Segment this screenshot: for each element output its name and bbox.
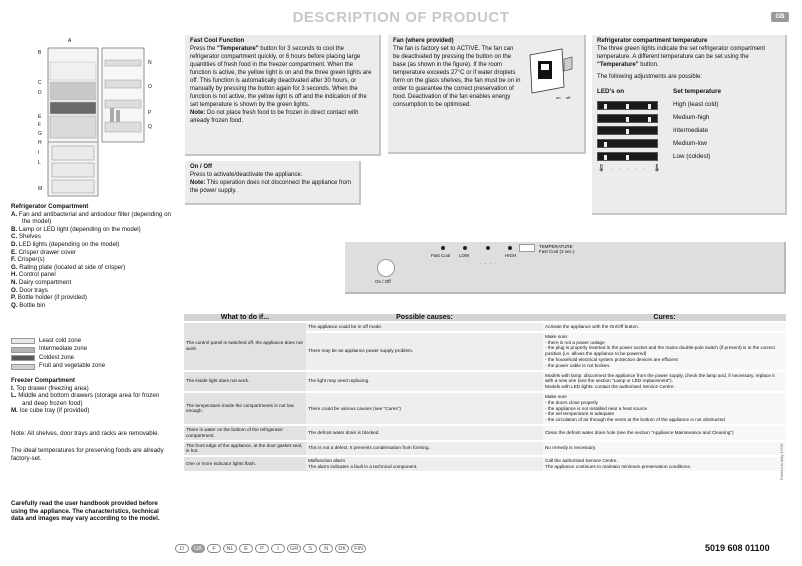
thermometer-icon: 🌡 <box>597 164 606 172</box>
thermometer-scale <box>597 165 780 173</box>
diagram-label-b: B <box>38 50 42 56</box>
cause-cell: The defrost water drain is blocked. <box>306 425 543 441</box>
zone-row <box>11 354 171 363</box>
zone-row <box>11 346 171 355</box>
freezer-letter: L. <box>11 392 17 400</box>
refrigerator-section <box>11 203 171 309</box>
temperature-title: Refrigerator compartment temperature <box>597 38 708 44</box>
cause-cell: There may be an appliance power supply problem. <box>306 332 543 371</box>
refrigerator-item <box>11 271 171 279</box>
refrigerator-text: Crisper(s) <box>17 256 45 264</box>
freezer-text: Top drawer (freezing area) <box>16 384 89 392</box>
refrigerator-text: Fan and antibacterial and antiodour filter (depending on the model) <box>18 210 171 226</box>
troubleshooting-table <box>184 314 786 471</box>
cure-cell: Make sure - the doors close properly - the appliance is not installed near a heat source - the set temperature is adequate - the circulation of air through the vents at the bottom of the appliance is not obstructed <box>543 392 786 425</box>
freezer-list <box>11 385 171 415</box>
temperature-level-label: Intermediate <box>673 126 709 134</box>
refrigerator-text: Bottle bin <box>19 301 46 309</box>
freezer-letter: I. <box>11 384 15 392</box>
led-lit <box>626 129 629 134</box>
refrigerator-item <box>11 264 171 272</box>
fast-cool-led <box>441 246 445 250</box>
refrigerator-letter: A. <box>11 210 18 218</box>
refrigerator-letter: P. <box>11 294 17 302</box>
temperature-text-a: The three green lights indicate the set refrigerator compartment temperature. A different temperature can be set using the <box>597 46 766 60</box>
freezer-text: Ice cube tray (if provided) <box>19 407 90 415</box>
language-option-gr[interactable]: GR <box>287 544 301 553</box>
led-bar <box>597 114 658 123</box>
header-cures: Cures: <box>543 314 786 322</box>
zone-swatch <box>11 355 35 361</box>
language-option-s[interactable]: S <box>303 544 317 553</box>
onoff-title: On / Off <box>190 164 212 170</box>
language-option-nl[interactable]: NL <box>223 544 237 553</box>
cure-cell: No remedy is necessary. <box>543 441 786 457</box>
refrigerator-text: Crisper drawer cover <box>18 248 77 256</box>
temperature-level-row <box>597 137 780 150</box>
note-temperatures: The ideal temperatures for preserving foods are already factory-set. <box>11 447 164 462</box>
language-option-f[interactable]: F <box>207 544 221 553</box>
header-what-to-do: What to do if... <box>184 314 306 322</box>
refrigerator-text: Door trays <box>19 286 48 294</box>
refrigerator-text: Shelves <box>18 233 41 241</box>
language-option-dk[interactable]: DK <box>335 544 349 553</box>
temperature-text2: The following adjustments are possible: <box>597 74 703 80</box>
col-set-temperature: Set temperature <box>673 88 721 95</box>
onoff-box <box>185 161 361 205</box>
diagram-label-a: A <box>68 38 72 44</box>
fast-cool-title: Fast Cool Function <box>190 38 245 44</box>
fast-cool-label: Fast Cool <box>431 253 451 258</box>
refrigerator-letter: F. <box>11 256 16 264</box>
diagram-label-q: Q <box>148 124 152 130</box>
freezer-letter: M. <box>11 407 18 415</box>
cause-cell: The appliance could be in off mode. <box>306 322 543 332</box>
refrigerator-text: Bottle holder (if provided) <box>17 294 87 302</box>
refrigerator-text: Control panel <box>18 271 56 279</box>
cure-cell: Models with lamp: disconnect the appliance from the power supply, check the lamp and, if necessary, replace it with a new one (see the section "Lamp or LED replacement"). Models with LED lights: contact the authorised Service Centre. <box>543 371 786 392</box>
problem-cell: One or more indicator lights flash. <box>184 456 306 471</box>
low-label: LOW <box>459 253 470 258</box>
language-selector <box>175 544 366 553</box>
cause-cell: There could be various causes (see "Cures") <box>306 392 543 425</box>
product-code: 5019 608 01100 <box>705 543 770 553</box>
thermometer-cold-icon: 🌡 <box>652 164 662 172</box>
problem-cell: There is water on the bottom of the refrigerator compartment. <box>184 425 306 441</box>
diagram-label-l: L <box>38 160 41 166</box>
refrigerator-item <box>11 294 171 302</box>
refrigerator-letter: H. <box>11 271 18 279</box>
refrigerator-letter: G. <box>11 263 18 271</box>
fast-cool-text-bold: "Temperature" <box>217 46 259 52</box>
led-bar <box>597 152 658 161</box>
refrigerator-letter: O. <box>11 286 18 294</box>
led-lit <box>604 142 607 147</box>
freezer-section <box>11 377 171 415</box>
led-lit <box>626 117 629 122</box>
fridge-diagram <box>30 38 170 200</box>
problem-cell: The inside light does not work. <box>184 371 306 392</box>
refrigerator-item <box>11 241 171 249</box>
onoff-label: On / Off <box>375 279 391 284</box>
language-option-e[interactable]: E <box>239 544 253 553</box>
zone-row <box>11 363 171 372</box>
diagram-label-d: D <box>38 90 42 96</box>
refrigerator-heading: Refrigerator Compartment <box>11 203 89 210</box>
diagram-label-f: F <box>38 122 42 128</box>
cause-cell: Malfunction alarm The alarm indicates a fault in a technical component. <box>306 456 543 471</box>
refrigerator-item <box>11 279 171 287</box>
diagram-label-m: M <box>38 186 43 192</box>
cure-cell: Make sure: - there is not a power outage - the plug is properly inserted in the power socket and the mains double-pole switch (if present) is in the correct position (i.e. allows the appliance to be powered) - the household electrical system protection devices are efficient - the power cable is not broken. <box>543 332 786 371</box>
led-lit <box>626 104 629 109</box>
cure-cell: Call the authorised Service Centre. The appliance continues to maintain minimum preservation conditions. <box>543 456 786 471</box>
refrigerator-letter: B. <box>11 225 18 233</box>
led-bar <box>597 139 658 148</box>
refrigerator-item <box>11 226 171 234</box>
temperature-text-bold: "Temperature" <box>597 62 639 68</box>
refrigerator-text: Dairy compartment <box>18 278 72 286</box>
fast-cool-note <box>190 109 374 125</box>
table-row <box>184 441 786 457</box>
note-handbook: Carefully read the user handbook provided before using the appliance. The characteristics, technical data and images may vary according to the model. <box>11 500 160 523</box>
table-row <box>184 322 786 332</box>
temperature-level-row <box>597 99 780 112</box>
led-bar <box>597 126 658 135</box>
zone-swatch <box>11 347 35 353</box>
led-bar <box>597 101 658 110</box>
temperature-level-label: Medium-low <box>673 139 707 147</box>
language-option-i[interactable]: I <box>271 544 285 553</box>
language-option-d[interactable]: D <box>175 544 189 553</box>
language-option-p[interactable]: P <box>255 544 269 553</box>
diagram-label-p: P <box>148 110 152 116</box>
zone-row <box>11 337 171 346</box>
fan-switch-icon <box>524 47 578 97</box>
refrigerator-item <box>11 249 171 257</box>
scale-dots: · · · · · <box>611 165 647 172</box>
diagram-label-c: C <box>38 80 42 86</box>
zone-label: Intermediate zone <box>39 346 88 353</box>
table-row <box>184 425 786 441</box>
diagram-label-i: I <box>38 150 40 156</box>
refrigerator-letter: N. <box>11 278 18 286</box>
header-causes: Possible causes: <box>306 314 543 322</box>
high-led <box>508 246 512 250</box>
zone-legend <box>11 337 171 371</box>
diagram-label-o: O <box>148 84 152 90</box>
refrigerator-letter: Q. <box>11 301 18 309</box>
low-led <box>463 246 467 250</box>
fast-cool-text <box>190 45 374 109</box>
freezer-text: Middle and bottom drawers (storage area for frozen and deep frozen food) <box>18 392 160 407</box>
cause-cell: This is not a defect. It prevents condensation from forming. <box>306 441 543 457</box>
led-lit <box>626 155 629 160</box>
problem-cell: The temperature inside the compartments is not low enough. <box>184 392 306 425</box>
refrigerator-item <box>11 287 171 295</box>
diagram-label-h: H <box>38 140 42 146</box>
temperature-level-label: High (least cold) <box>673 101 719 109</box>
zone-label: Coldest zone <box>39 354 75 361</box>
fast-cool-note-label: Note: <box>190 110 206 116</box>
refrigerator-item <box>11 302 171 310</box>
diagram-label-n: N <box>148 60 152 66</box>
refrigerator-text: LED lights (depending on the model) <box>18 240 120 248</box>
printed-info: Printed in Italy 17/15 <box>779 443 784 480</box>
onoff-note-text: This operation does not disconnect the appliance from the power supply. <box>190 180 351 194</box>
language-option-fin[interactable]: FIN <box>351 544 366 553</box>
language-option-gb[interactable]: GB <box>191 544 205 553</box>
refrigerator-item <box>11 211 171 226</box>
fan-on-label: on <box>556 95 561 100</box>
led-lit <box>648 117 651 122</box>
onoff-button[interactable] <box>377 259 395 277</box>
note-removable: Note: All shelves, door trays and racks are removable. <box>11 430 160 437</box>
temperature-label: TEMPERATURE <box>539 244 573 249</box>
onoff-text: Press to activate/deactivate the appliance. <box>190 172 303 178</box>
diagram-label-g: G <box>38 131 42 137</box>
fast-cool-text-a: Press the <box>190 46 218 52</box>
table-row <box>184 371 786 392</box>
temperature-table-head <box>597 88 780 96</box>
zone-swatch <box>11 364 35 370</box>
temperature-level-row <box>597 112 780 125</box>
refrigerator-letter: C. <box>11 233 18 241</box>
onoff-note-label: Note: <box>190 180 206 186</box>
refrigerator-text: Rating plate (located at side of crisper) <box>19 263 126 271</box>
freezer-item <box>11 392 171 407</box>
problem-cell: The front edge of the appliance, at the door gasket seal, is hot. <box>184 441 306 457</box>
refrigerator-letter: D. <box>11 240 18 248</box>
problem-cell: The control panel is switched off, the appliance does not work. <box>184 322 306 371</box>
fast-cool-3sec-label: Fast Cool (3 sec.) <box>539 249 575 254</box>
led-lit <box>648 104 651 109</box>
temperature-level-label: Low (coldest) <box>673 152 711 160</box>
cure-cell: Activate the appliance with the On/Off button. <box>543 322 786 332</box>
freezer-item <box>11 407 171 415</box>
zone-label: Least cold zone <box>39 337 82 344</box>
cause-cell: The light may need replacing. <box>306 371 543 392</box>
refrigerator-item <box>11 233 171 241</box>
freezer-item <box>11 385 171 393</box>
led-lit <box>604 104 607 109</box>
table-row <box>184 456 786 471</box>
mid-led <box>486 246 490 250</box>
refrigerator-text: Lamp or LED light (depending on the model) <box>18 225 141 233</box>
fan-text: The fan is factory set to ACTIVE. The fan can be deactivated by pressing the button on the base (as shown in the figure). If the room temperature exceeds 27°C or if water droplets form on the glass shelves, the fan must be on in order to guarantee the correct preservation of food. Deactivation of the fan enables energy consumption to be optimised. <box>393 46 521 108</box>
fan-off-label: off <box>566 95 571 100</box>
refrigerator-list <box>11 211 171 310</box>
temperature-text-b: button. <box>638 62 659 68</box>
freezer-heading: Freezer Compartment <box>11 377 75 384</box>
high-label: HIGH <box>505 253 517 258</box>
led-lit <box>604 155 607 160</box>
led-dots: · · · · <box>480 261 498 267</box>
temperature-button[interactable] <box>519 244 535 252</box>
diagram-label-e: E <box>38 114 42 120</box>
language-option-n[interactable]: N <box>319 544 333 553</box>
page-title: DESCRIPTION OF PRODUCT <box>292 9 510 26</box>
fast-cool-note-text: Do not place fresh food to be frozen in direct contact with already frozen food. <box>190 110 359 124</box>
zone-swatch <box>11 338 35 344</box>
fan-title: Fan (where provided) <box>393 38 454 44</box>
temperature-box <box>592 35 787 215</box>
zone-label: Fruit and vegetable zone <box>39 363 106 370</box>
fast-cool-box <box>185 35 381 156</box>
col-leds-on: LED's on <box>597 88 625 95</box>
language-badge: GB <box>771 12 789 22</box>
temperature-level-label: Medium-high <box>673 114 710 122</box>
control-panel <box>345 242 786 294</box>
fast-cool-text-b: button for 3 seconds to cool the refrigerator compartment quickly, or 6 hours before placing large quantities of fresh food in the freezer compartment. When the function is active, the yellow light is on and the three green lights are off. This function is automatically deactivated after 30 hours, or manually by pressing the button again for 3 seconds. When the function is not active, the yellow light is off and the indication of the set temperature is shown by the green lights. <box>190 46 372 108</box>
temperature-levels <box>597 99 780 163</box>
table-row <box>184 392 786 425</box>
temperature-level-row <box>597 150 780 163</box>
temperature-level-row <box>597 125 780 138</box>
onoff-note <box>190 179 354 195</box>
temperature-text <box>597 45 780 69</box>
refrigerator-item <box>11 256 171 264</box>
cure-cell: Clean the defrost water drain hole (see the section "Appliance Maintenance and Cleaning") <box>543 425 786 441</box>
refrigerator-letter: E. <box>11 248 17 256</box>
fan-box <box>388 35 586 154</box>
